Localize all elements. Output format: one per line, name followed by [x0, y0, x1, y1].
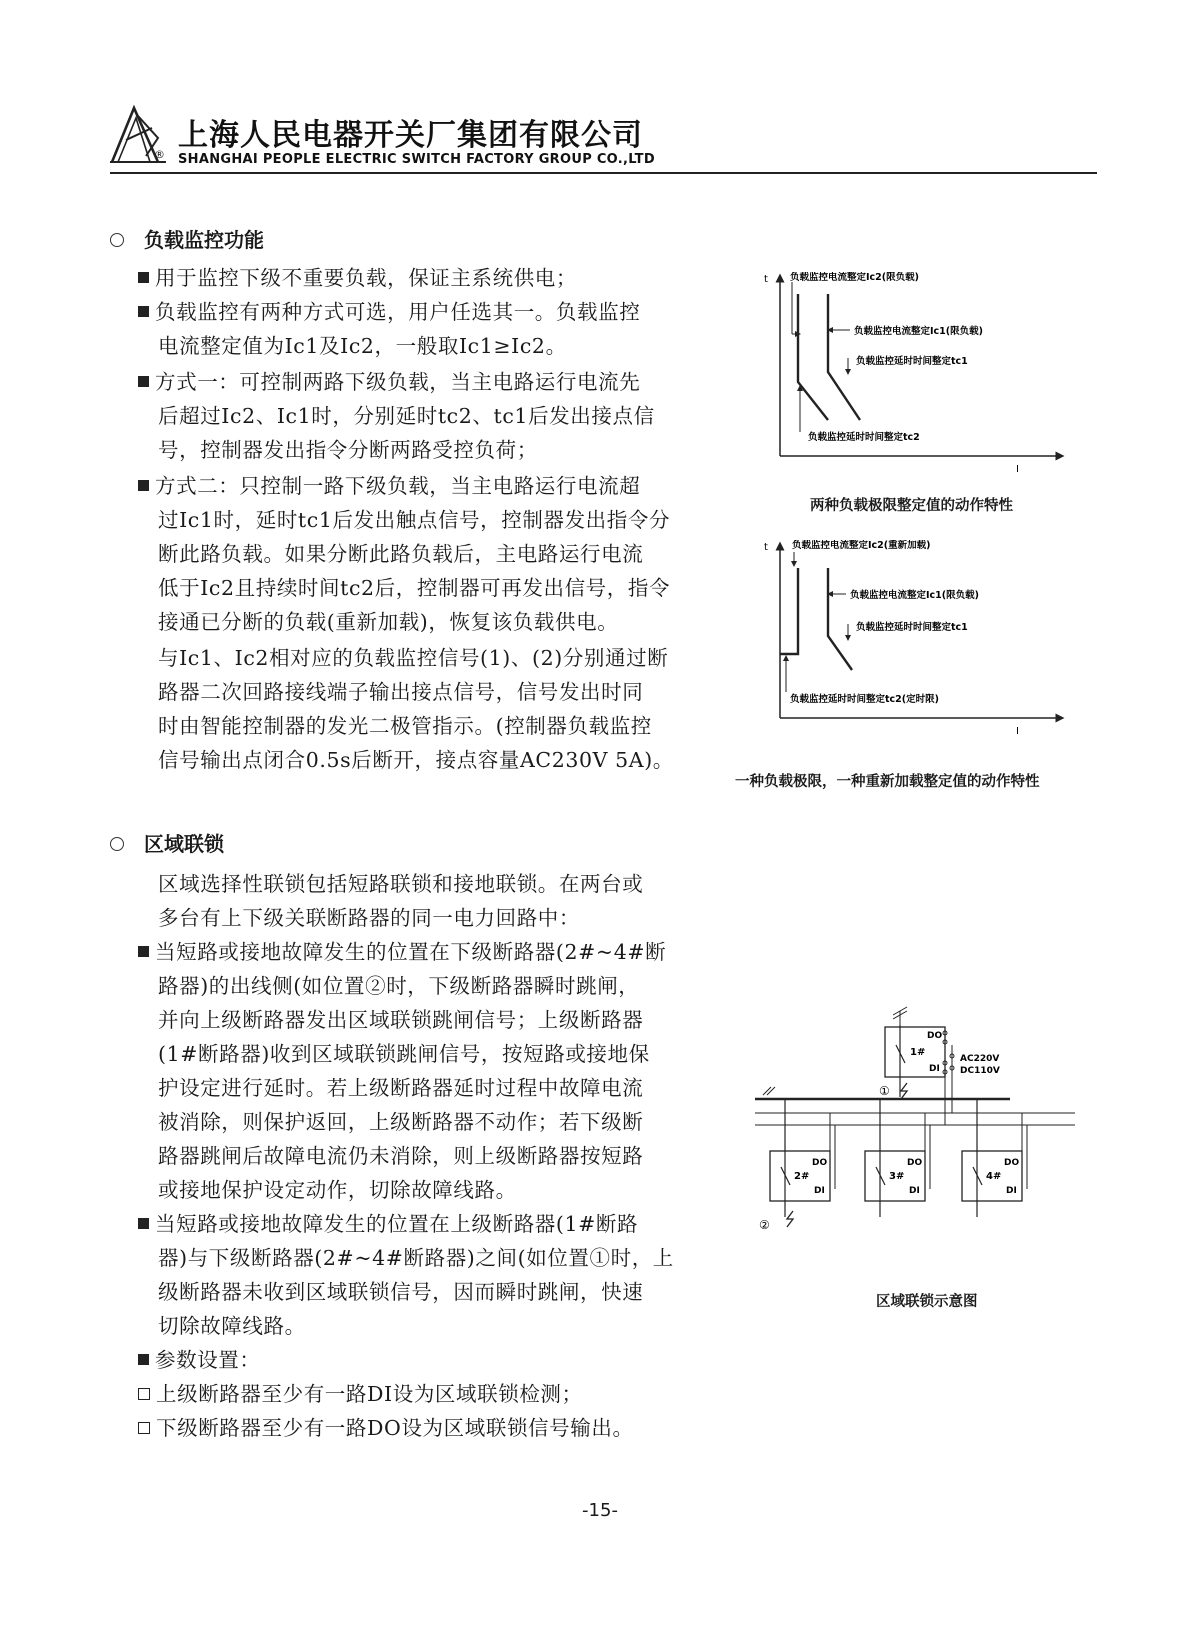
- text-line: 号，控制器发出指令分断两路受控负荷；: [158, 438, 538, 462]
- section-circle-icon: [110, 233, 124, 247]
- company-name-cn: 上海人民电器开关厂集团有限公司: [178, 118, 643, 153]
- label-ic1: 负载监控电流整定Ic1(限负载): [854, 326, 983, 337]
- breaker-label-3: 3#: [889, 1171, 905, 1182]
- axis-y-label: t: [764, 274, 768, 285]
- figure2-caption: 一种负载极限，一种重新加载整定值的动作特性: [735, 774, 1040, 790]
- text-line: 当短路或接地故障发生的位置在上级断路器(1#断路: [138, 1214, 638, 1235]
- fault-marker-2: ②: [759, 1218, 770, 1232]
- text-line: 并向上级断路器发出区域联锁跳闸信号；上级断路器: [158, 1008, 644, 1032]
- text-line: 后超过Ic2、Ic1时，分别延时tc2、tc1后发出接点信: [158, 404, 655, 428]
- text-line: 接通已分断的负载(重新加载)，恢复该负载供电。: [158, 610, 619, 634]
- breaker-label-1: 1#: [910, 1047, 926, 1058]
- fault-marker-1: ①: [879, 1084, 890, 1098]
- lightning-icon: [901, 1083, 907, 1099]
- checkbox-square-icon: [138, 1422, 150, 1434]
- do-label-1: DO: [927, 1031, 943, 1041]
- section-title-load-monitor: 负载监控功能: [110, 224, 264, 253]
- label-tc2: 负载监控延时时间整定tc2(定时限): [790, 694, 939, 705]
- figure-load-limit-two: [760, 272, 1090, 492]
- do-label-3: DO: [907, 1158, 923, 1168]
- text-line: 护设定进行延时。若上级断路器延时过程中故障电流: [158, 1076, 644, 1100]
- checkbox-square-icon: [138, 1388, 150, 1400]
- label-ic2: 负载监控电流整定Ic2(限负载): [790, 272, 919, 283]
- label-ic1: 负载监控电流整定Ic1(限负载): [850, 590, 979, 601]
- di-label-1: DI: [929, 1064, 940, 1074]
- text-line: 信号输出点闭合0.5s后断开，接点容量AC230V 5A)。: [158, 748, 674, 772]
- figure-zone-interlock: [755, 1005, 1095, 1275]
- text-line: 方式二：只控制一路下级负载，当主电路运行电流超: [138, 476, 640, 497]
- do-label-4: DO: [1004, 1158, 1020, 1168]
- curve-ic1: [828, 568, 852, 670]
- registered-mark: ®: [154, 148, 165, 161]
- text-line: 级断路器未收到区域联锁信号，因而瞬时跳闸，快速: [158, 1280, 644, 1304]
- bullet-square-icon: [138, 1354, 149, 1365]
- label-tc1: 负载监控延时时间整定tc1: [856, 356, 968, 367]
- text-line: 与Ic1、Ic2相对应的负载监控信号(1)、(2)分别通过断: [158, 646, 669, 670]
- text-line: 多台有上下级关联断路器的同一电力回路中：: [158, 906, 580, 930]
- text-line: 路器二次回路接线端子输出接点信号，信号发出时同: [158, 680, 644, 704]
- text-line: (1#断路器)收到区域联锁跳闸信号，按短路或接地保: [158, 1042, 650, 1066]
- text-line: 路器跳闸后故障电流仍未消除，则上级断路器按短路: [158, 1144, 644, 1168]
- axis-x-label: I: [1016, 726, 1019, 737]
- figure3-caption: 区域联锁示意图: [876, 1294, 978, 1310]
- text-line: 或接地保护设定动作，切除故障线路。: [158, 1178, 517, 1202]
- label-ic2: 负载监控电流整定Ic2(重新加载): [792, 540, 931, 551]
- text-line: 时由智能控制器的发光二极管指示。(控制器负载监控: [158, 714, 652, 738]
- text-line: 过Ic1时，延时tc1后发出触点信号，控制器发出指令分: [158, 508, 671, 532]
- bullet-square-icon: [138, 1218, 149, 1229]
- figure1-caption: 两种负载极限整定值的动作特性: [810, 498, 1013, 514]
- text-line: 切除故障线路。: [158, 1314, 306, 1338]
- text-line: 用于监控下级不重要负载，保证主系统供电；: [138, 268, 577, 289]
- page-number: -15-: [582, 1500, 618, 1521]
- curve-ic2: [798, 294, 828, 420]
- section-circle-icon: [110, 837, 124, 851]
- supply-dc: DC110V: [960, 1066, 1000, 1076]
- do-label-2: DO: [812, 1158, 828, 1168]
- curve-ic2-reload: [780, 568, 798, 654]
- text-line: 上级断路器至少有一路DI设为区域联锁检测；: [138, 1384, 583, 1405]
- text-line: 负载监控有两种方式可选，用户任选其一。负载监控: [138, 302, 640, 323]
- text-line: 器)与下级断路器(2#~4#断路器)之间(如位置①时，上: [158, 1246, 674, 1270]
- section-title-zone-interlock: 区域联锁: [110, 828, 224, 857]
- figure-load-limit-reload: [760, 540, 1090, 750]
- supply-ac: AC220V: [960, 1054, 1000, 1064]
- text-line: 方式一：可控制两路下级负载，当主电路运行电流先: [138, 372, 640, 393]
- lightning-icon: [787, 1211, 793, 1227]
- section2-body: [138, 0, 728, 1480]
- di-label-2: DI: [814, 1186, 825, 1196]
- breaker-label-2: 2#: [794, 1171, 810, 1182]
- earth-symbol: [893, 1007, 907, 1025]
- axis-x-label: I: [1016, 464, 1019, 475]
- text-line: 参数设置：: [138, 1350, 261, 1371]
- label-tc1: 负载监控延时时间整定tc1: [856, 622, 968, 633]
- text-line: 下级断路器至少有一路DO设为区域联锁信号输出。: [138, 1418, 634, 1439]
- text-line: 区域选择性联锁包括短路联锁和接地联锁。在两台或: [158, 872, 644, 896]
- di-label-3: DI: [909, 1186, 920, 1196]
- label-tc2: 负载监控延时时间整定tc2: [808, 432, 920, 443]
- text-line: 低于Ic2且持续时间tc2后，控制器可再发出信号，指令: [158, 576, 671, 600]
- text-line: 路器)的出线侧(如位置②时，下级断路器瞬时跳闸，: [158, 974, 640, 998]
- text-line: 电流整定值为Ic1及Ic2，一般取Ic1≥Ic2。: [158, 334, 567, 358]
- text-line: 断此路负载。如果分断此路负载后，主电路运行电流: [158, 542, 644, 566]
- axis-y-label: t: [764, 542, 768, 553]
- bullet-square-icon: [138, 946, 149, 957]
- company-name-en: SHANGHAI PEOPLE ELECTRIC SWITCH FACTORY GROUP CO.,LTD: [178, 152, 655, 167]
- di-label-4: DI: [1006, 1186, 1017, 1196]
- text-line: 被消除，则保护返回，上级断路器不动作；若下级断: [158, 1110, 644, 1134]
- breaker-label-4: 4#: [986, 1171, 1002, 1182]
- text-line: 当短路或接地故障发生的位置在下级断路器(2#~4#断: [138, 942, 666, 963]
